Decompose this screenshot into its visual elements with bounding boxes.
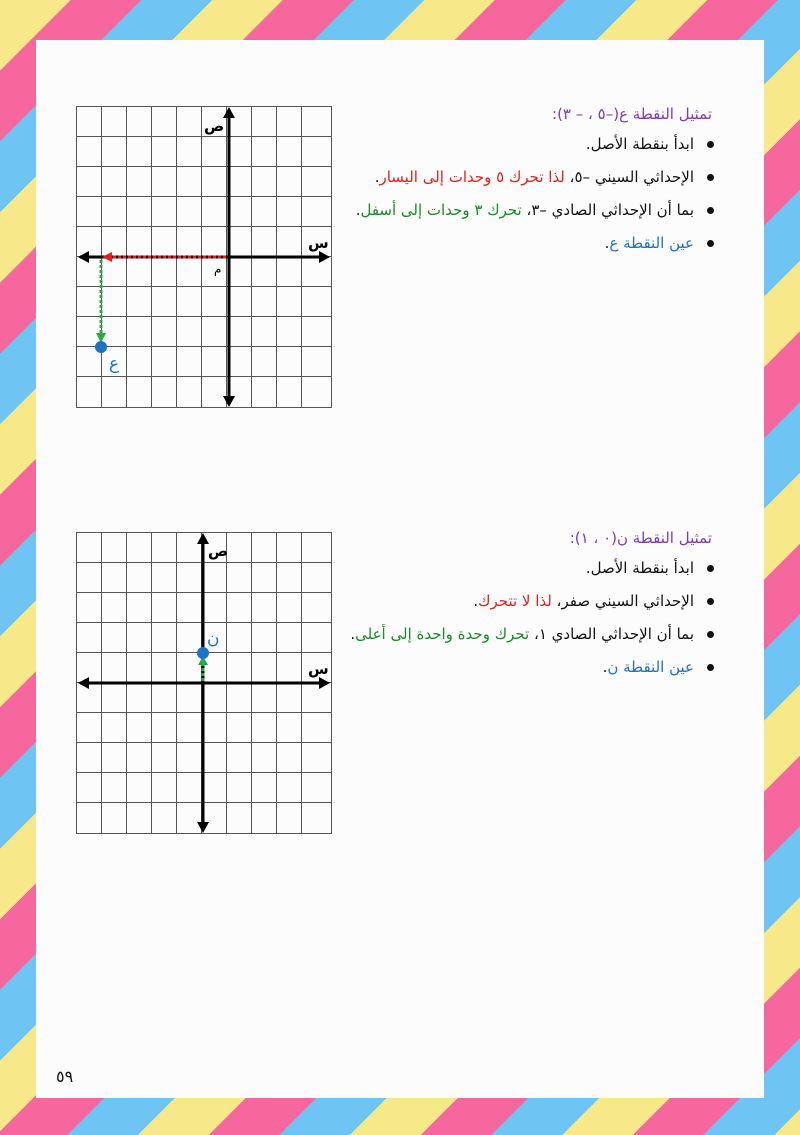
page-number: ٥٩ <box>56 1067 74 1086</box>
x-axis-arrow-left <box>78 251 89 263</box>
list-item: بما أن الإحداثي الصادي ١، تحرك وحدة واحدة إلى أعلى. <box>324 624 694 644</box>
y-axis-label: ص <box>208 542 229 560</box>
plotted-point-ain <box>95 341 107 353</box>
origin-label: م <box>214 262 222 276</box>
point-label: ع <box>109 354 120 374</box>
move-left-arrowhead <box>102 252 112 262</box>
list-item: عين النقطة ع. <box>324 233 694 253</box>
y-axis-arrow-down <box>223 396 235 407</box>
coordinate-grid-2 <box>76 532 332 834</box>
y-axis-arrow-up <box>223 107 235 118</box>
y-axis-label: ص <box>204 117 225 135</box>
list-item: ابدأ بنقطة الأصل. <box>324 134 694 154</box>
coordinate-grid-1 <box>76 106 332 408</box>
list-item: الإحداثي السيني –٥، لذا تحرك ٥ وحدات إلى اليسار. <box>324 167 694 187</box>
worksheet-page <box>36 40 764 1098</box>
section-2-title: تمثيل النقطة ن(٠ ، ١): <box>569 529 712 547</box>
section-1-instructions <box>324 104 764 266</box>
section-1-steps <box>324 134 764 253</box>
list-item: الإحداثي السيني صفر، لذا لا تتحرك. <box>324 591 694 611</box>
section-2-steps <box>324 558 764 677</box>
axes <box>80 536 326 830</box>
x-axis-label: س <box>308 660 329 678</box>
section-2-instructions <box>324 528 764 690</box>
point-label: ن <box>207 629 220 649</box>
list-item: بما أن الإحداثي الصادي –٣، تحرك ٣ وحدات إلى أسفل. <box>324 200 694 220</box>
list-item: عين النقطة ن. <box>324 657 694 677</box>
x-axis-label: س <box>308 234 329 252</box>
x-axis-arrow-left <box>78 677 89 689</box>
y-axis-arrow-down <box>197 822 209 833</box>
section-1-title: تمثيل النقطة ع(–٥ ، – ٣): <box>552 105 712 123</box>
list-item: ابدأ بنقطة الأصل. <box>324 558 694 578</box>
